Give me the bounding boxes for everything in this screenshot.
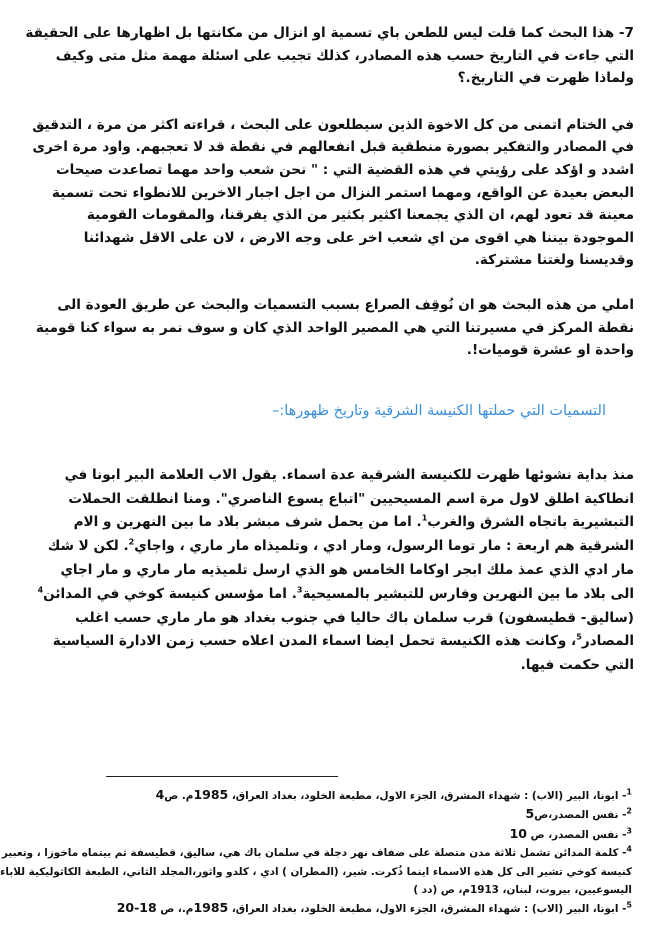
text-segment: . اما مؤسس كنيسة كوخي في المدائن — [43, 585, 297, 602]
text-segment: الشرقية هم اربعة : مار توما الرسول، ومار ادي ، وتلميذاه مار ماري ، واجاي — [134, 538, 634, 555]
footnotes — [0, 786, 632, 919]
text-line: واحدة او عشرة قوميات!. — [466, 342, 634, 359]
section-heading: التسميات التي حملتها الكنيسة الشرقية وتاريخ ظهورها:– — [272, 402, 606, 419]
footnote-text: - نفس المصدر،ص — [534, 809, 627, 822]
text-line: املي من هذه البحث هو ان نُوقِف الصراع بسبب التسميات والبحث عن طريق العودة الى — [57, 296, 634, 313]
text-line: في الختام اتمنى من كل الاخوة الذين سيطلعون على البحث ، قراءته اكثر من مرة ، التدقيق — [32, 116, 634, 133]
footnote-text: - ابونا، البير (الاب) : شهداء المشرق، الجزء الاول، مطبعة الخلود، بغداد العراق، — [228, 903, 627, 916]
footnote-1 — [104, 786, 632, 805]
footnote-4-continued: كنيسة كوخي تشير الى كل هذه الاسماء اينما ذُكرت. شير، (المطران ) ادي ، كلدو واثور،المجلد الثاني، الطبعة الكاثوليكية للاباء — [0, 865, 632, 878]
footnote-3 — [104, 825, 632, 844]
footnote-year: 1985 — [193, 787, 229, 802]
text-line: التي حكمت فيها. — [520, 657, 634, 674]
footnote-ref[interactable]: 2 — [128, 537, 135, 547]
footnote-page: 18-20 — [116, 900, 157, 916]
footnote-4-continued: اليسوعيين، بيروت، لبنان، 1913م، ص (دد ) — [413, 884, 632, 897]
footnote-separator — [106, 776, 338, 777]
footnote-page: 5 — [525, 806, 535, 822]
text-line: معينة قد تعود لهم، ان الذي يجمعنا اكثير بكثير من الذي يفرقنا، والمقومات القومية — [86, 207, 634, 224]
text-line — [52, 630, 634, 654]
text-line: التي جاءت في التاريخ حسب هذه المصادر، كذلك تجيب على اسئلة مهمة مثل متى وكيف — [55, 47, 634, 64]
text-segment: المصادر — [581, 633, 634, 650]
footnote-text: - ابونا، البير (الاب) : شهداء المشرق، الجزء الاول، مطبعة الخلود، بغداد العراق، — [228, 790, 627, 802]
footnote-ref[interactable]: 4 — [37, 585, 44, 595]
text-segment: . اما من يحمل شرف مبشر بلاد ما بين النهرين و الام — [73, 514, 422, 531]
text-line — [73, 511, 634, 535]
footnote-text: - نفس المصدر، ص — [526, 828, 627, 841]
text-line: (ساليق- قطيسفون) قرب سلمان باك حاليا في جنوب بغداد هو مار ماري حسب اغلب — [75, 609, 634, 626]
document-page — [25, 22, 634, 678]
paragraph-hope — [35, 294, 634, 362]
text-line: في المصادر والتفكير بصورة منطقية قبل انفعالهم في نقطة قد لا تعجبهم. واود مرة اخرى — [32, 139, 634, 156]
footnote-4 — [1, 844, 632, 862]
footnote-marker: 3 — [626, 826, 632, 836]
footnote-marker: 4 — [626, 844, 632, 854]
footnote-year: 1985 — [193, 900, 229, 916]
footnote-page: 10 — [509, 825, 527, 841]
text-segment: . لكن لا شك — [47, 538, 129, 555]
footnote-page: 4 — [155, 787, 165, 802]
text-segment: الى بلاد ما بين النهرين وفارس للتبشير بالمسيحية — [302, 585, 634, 602]
footnote-tail: م. ص — [164, 790, 194, 802]
text-line: ولماذا ظهرت في التاريخ.؟ — [457, 70, 634, 87]
footnote-marker: 5 — [626, 900, 632, 910]
footnote-ref[interactable]: 5 — [576, 632, 582, 642]
text-line — [37, 583, 634, 607]
text-line: انطاكية اطلق لاول مرة اسم المسيحيين "اتباع يسوع الناصري". ومنا انطلقت الحملات — [68, 490, 634, 507]
text-line: وقديسنا ولغتنا مشتركة. — [474, 252, 634, 269]
text-line: البعض بعيدة عن الواقع، ومهما استمر النزال من اجل اجبار الاخرين للانطواء تحت تسمية — [51, 184, 634, 201]
footnote-tail: م.، ص — [156, 903, 194, 916]
paragraph-church-names — [37, 464, 634, 678]
text-line: نقطة المركز في مسيرتنا التي هي المصير الواحد الذي كان و سوف نمر به سواء كنا قومية — [35, 319, 634, 336]
footnote-ref[interactable]: 3 — [296, 585, 303, 595]
paragraph-point-7 — [25, 22, 634, 90]
paragraph-conclusion — [32, 114, 634, 272]
text-line: مار ادي الذي عمذ ملك ابجر اوكاما الخامس هو الذي ارسل تلميذيه مار ماري و مار اجاي — [60, 561, 634, 578]
text-line — [47, 535, 634, 559]
footnote-2 — [104, 805, 632, 824]
text-line: 7- هذا البحث كما قلت ليس للطعن باي تسمية او انزال من مكانتها بل اظهارها على الحقيقة — [25, 25, 634, 41]
text-line: اشدد و اؤكد على رؤيتي في هذه القضية التي : " نحن شعب واحد مهما تصاعدت صيحات — [55, 161, 634, 178]
footnote-text: - كلمة المدائن تشمل ثلاثة مدن متصلة على ضفاف نهر دجلة في سلمان باك هي، ساليق، قطيسفة ثم بيتماه ماخوزا ، وتعبير — [1, 847, 627, 860]
footnote-ref[interactable]: 1 — [421, 513, 428, 523]
text-segment: ، وكانت هذه الكنيسة تحمل ايضا اسماء المدن اعلاه حسب زمن الادارة السياسية — [52, 633, 577, 650]
text-segment: التبشيرية باتجاه الشرق والغرب — [427, 514, 634, 531]
footnote-marker: 1 — [626, 787, 632, 797]
footnote-marker: 2 — [626, 806, 632, 816]
text-line: منذ بداية نشوئها ظهرت للكنيسة الشرقية عدة اسماء. يقول الاب العلامة البير ابونا في — [64, 466, 634, 483]
text-line: الموجودة بيننا هي اقوى من اي شعب اخر على وجه الارض ، لان على الاقل شهدائنا — [83, 229, 634, 246]
footnote-5 — [104, 899, 632, 918]
